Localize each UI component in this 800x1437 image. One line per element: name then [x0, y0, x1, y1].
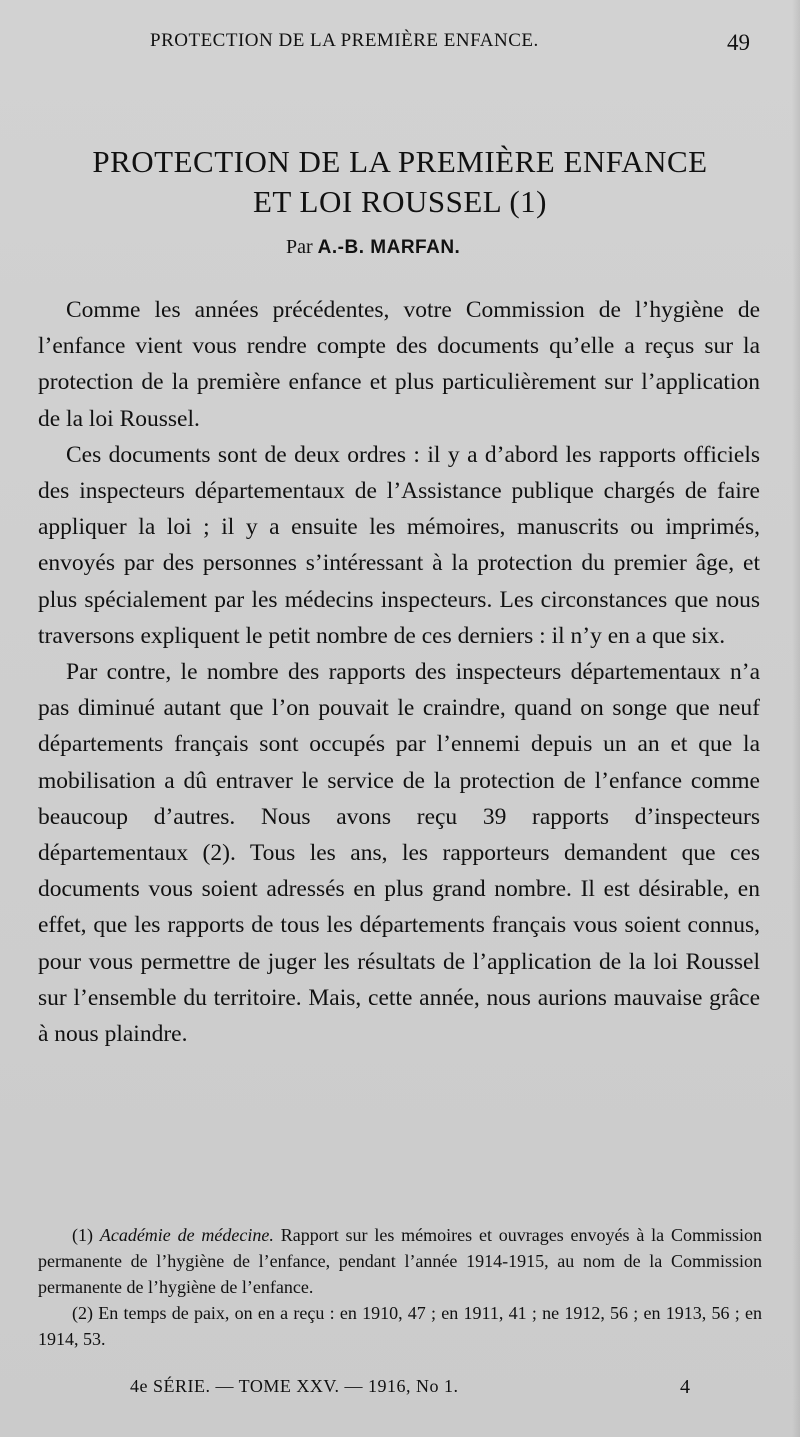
paragraph: Comme les années précédentes, votre Commission de l’hygiène de l’enfance vient vous rendre compte des documents qu’elle a reçus sur la protection de la première enfance et plus particulièrement sur l’application de la loi Roussel.: [38, 297, 760, 432]
running-header: [150, 30, 760, 64]
page-number: 49: [727, 30, 750, 55]
sheet-number: 4: [680, 1376, 690, 1398]
byline: [286, 236, 460, 259]
byline-prefix: Par: [286, 236, 313, 258]
paragraph: Par contre, le nombre des rapports des inspecteurs départementaux n’a pas diminué autant que l’on pouvait le craindre, quand on songe que neuf départements français sont occupés par l’ennemi depuis un an et que la mobilisation a dû entraver le service de la protection de l’enfance comme beaucoup d’autres. Nous avons reçu 39 rapports d’inspecteurs départementaux (2). Tous les ans, les rapporteurs demandent que ces documents vous soient adressés en plus grand nombre. Il est désirable, en effet, que les rapports de tous les départements français vous soient connus, pour vous permettre de juger les résultats de l’application de la loi Roussel sur l’ensemble du territoire. Mais, cette année, nous aurions mauvaise grâce à nous plaindre.: [38, 659, 760, 1048]
author-name: A.-B. MARFAN.: [317, 237, 461, 258]
footnote-marker: (1): [72, 1225, 93, 1245]
footnote-text: Rapport sur les mémoires et ouvrages envoyés à la Commission permanente de l’hygiène de l’enfance, pendant l’année 1914-1915, au nom de la Commission permanente de l’hygiène de l’enfance.: [38, 1225, 763, 1297]
title-line-2: ET LOI ROUSSEL (1): [252, 184, 547, 219]
scan-edge-shadow: [792, 0, 800, 1437]
footnote-1: [38, 1222, 762, 1300]
footnote-2: (2) En temps de paix, on en a reçu : en 1910, 47 ; en 1911, 41 ; ne 1912, 56 ; en 1913, 56 ; en 1914, 53.: [38, 1303, 762, 1349]
title-line-1: PROTECTION DE LA PREMIÈRE ENFANCE: [92, 144, 708, 179]
article-title: [0, 142, 800, 222]
series-signature: 4e SÉRIE. — TOME XXV. — 1916, No 1.: [130, 1376, 459, 1396]
article-body: [38, 292, 760, 1052]
footnotes: [38, 1222, 762, 1352]
page-footer: [100, 1376, 690, 1406]
paragraph: Ces documents sont de deux ordres : il y a d’abord les rapports officiels des inspecteurs départementaux de l’Assistance publique chargés de faire appliquer la loi ; il y a ensuite les mémoires, manuscrits ou imprimés, envoyés par des personnes s’intéressant à la protection du premier âge, et plus spécialement par les médecins inspecteurs. Les circonstances que nous traversons expliquent le petit nombre de ces derniers : il n’y en a que six.: [38, 441, 760, 649]
running-title: PROTECTION DE LA PREMIÈRE ENFANCE.: [150, 30, 539, 51]
footnote-source: Académie de médecine.: [99, 1225, 274, 1245]
